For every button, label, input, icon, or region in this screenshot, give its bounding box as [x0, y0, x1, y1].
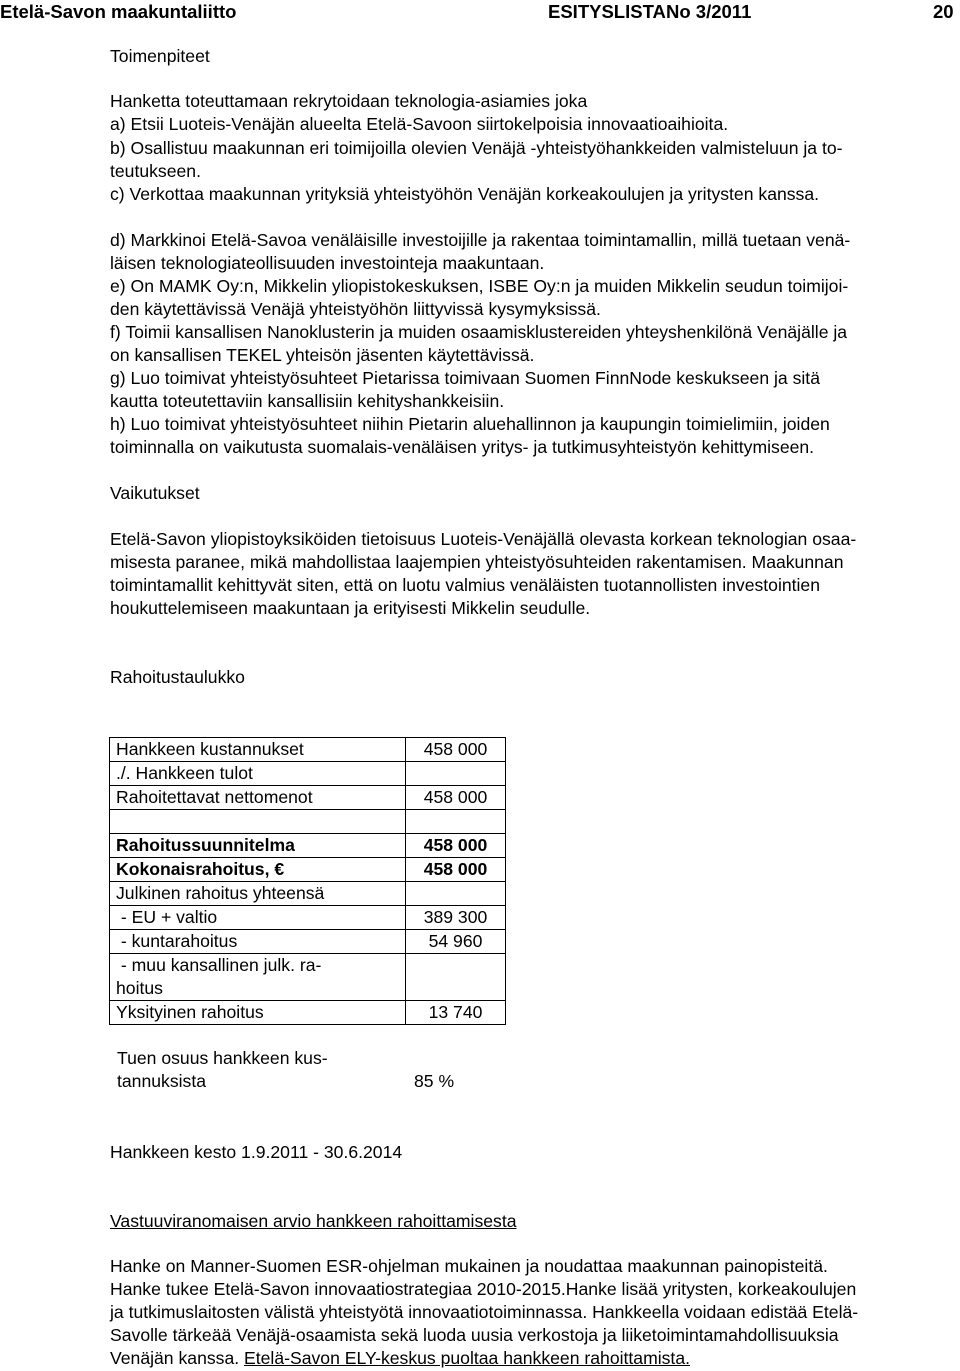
last-line-text: Venäjän kanssa.	[110, 1348, 245, 1368]
ely-recommendation: Etelä-Savon ELY-keskus puoltaa hankkeen rahoittamista.	[244, 1348, 690, 1368]
paragraph-line: a) Etsii Luoteis-Venäjän alueelta Etelä-Savoon siirtokelpoisia innovaatioaihioita.	[110, 114, 729, 134]
support-share-label-line2: tannuksista	[117, 1071, 206, 1091]
table-cell-label: Yksityinen rahoitus	[110, 1001, 406, 1025]
paragraph-line: Hanke on Manner-Suomen ESR-ohjelman mukainen ja noudattaa maakunnan painopisteitä.	[110, 1256, 828, 1276]
paragraph-line: teutukseen.	[110, 161, 201, 181]
table-cell-value: 458 000	[406, 834, 506, 858]
table-row	[110, 786, 506, 810]
paragraph-line: Savolle tärkeää Venäjä-osaamista sekä luoda uusia verkostoja ja liiketoimintamahdollisuuksia	[110, 1325, 839, 1345]
header-org: Etelä-Savon maakuntaliitto	[0, 1, 237, 22]
table-cell-label: Hankkeen kustannukset	[110, 738, 406, 762]
table-row	[110, 834, 506, 858]
table-row	[110, 738, 506, 762]
arvio-heading: Vastuuviranomaisen arvio hankkeen rahoittamisesta	[110, 1211, 517, 1231]
table-cell-label-line: - muu kansallinen julk. ra-	[116, 955, 322, 975]
paragraph-line: toiminnalla on vaikutusta suomalais-venäläisen yritys- ja tutkimusyhteistyön kehittymiseen.	[110, 437, 815, 457]
paragraph-line: e) On MAMK Oy:n, Mikkelin yliopistokeskuksen, ISBE Oy:n ja muiden Mikkelin seudun toimijoi-	[110, 276, 849, 296]
toimenpiteet-heading: Toimenpiteet	[110, 46, 210, 66]
paragraph-line: h) Luo toimivat yhteistyösuhteet niihin Pietarin aluehallinnon ja kaupungin toimielimiin, joiden	[110, 414, 830, 434]
table-row	[110, 906, 506, 930]
paragraph-line: Etelä-Savon yliopistoyksiköiden tietoisuus Luoteis-Venäjällä olevasta korkean teknologian osaa-	[110, 529, 857, 549]
support-share-value: 85 %	[414, 1071, 455, 1091]
table-cell-value: 458 000	[406, 738, 506, 762]
table-cell-label: ./. Hankkeen tulot	[110, 762, 406, 786]
table-cell-value: 458 000	[406, 858, 506, 882]
table-cell-value: 458 000	[406, 786, 506, 810]
table-cell-label: Rahoitussuunnitelma	[110, 834, 406, 858]
paragraph-line: ja tutkimuslaitosten välistä yhteistyötä innovaatiotoiminnassa. Hankkeella voidaan edistää Etelä-	[110, 1302, 859, 1322]
table-cell-label: - EU + valtio	[110, 906, 406, 930]
project-duration: Hankkeen kesto 1.9.2011 - 30.6.2014	[110, 1142, 403, 1162]
paragraph-line: houkuttelemiseen maakuntaan ja erityisesti Mikkelin seudulle.	[110, 598, 591, 618]
table-cell-label: - kuntarahoitus	[110, 930, 406, 954]
paragraph-line: kautta toteutettaviin kansallisiin kehityshankkeisiin.	[110, 391, 505, 411]
table-row	[110, 954, 506, 1001]
rahoitus-heading: Rahoitustaulukko	[110, 667, 245, 687]
paragraph-line: d) Markkinoi Etelä-Savoa venäläisille investoijille ja rakentaa toimintamallin, millä tuetaan venä-	[110, 230, 851, 250]
paragraph-line: Hanke tukee Etelä-Savon innovaatiostrategiaa 2010-2015.Hanke lisää yritysten, korkeakoulujen	[110, 1279, 857, 1299]
header-doc-title: ESITYSLISTA	[548, 1, 666, 22]
support-share-label-line1: Tuen osuus hankkeen kus-	[117, 1048, 328, 1068]
paragraph-line: c) Verkottaa maakunnan yrityksiä yhteistyöhön Venäjän korkeakoulujen ja yritysten kanssa.	[110, 184, 820, 204]
table-cell-label-line: hoitus	[116, 978, 163, 998]
table-row	[110, 810, 506, 834]
table-cell-label: Kokonaisrahoitus, €	[110, 858, 406, 882]
table-cell-value	[406, 882, 506, 906]
table-cell-label	[110, 954, 406, 1001]
table-row	[110, 930, 506, 954]
table-cell-value: 13 740	[406, 1001, 506, 1025]
paragraph-line: toimintamallit kehittyvät siten, että on luotu valmius venäläisten tuotannollisten investointien	[110, 575, 821, 595]
table-cell-label: Rahoitettavat nettomenot	[110, 786, 406, 810]
table-cell-value	[406, 810, 506, 834]
table-row	[110, 858, 506, 882]
funding-table	[109, 737, 506, 1025]
table-cell-label: Julkinen rahoitus yhteensä	[110, 882, 406, 906]
paragraph-line: den käytettävissä Venäjä yhteistyöhön liittyvissä kysymyksissä.	[110, 299, 601, 319]
paragraph-line: on kansallisen TEKEL yhteisön jäsenten käytettävissä.	[110, 345, 535, 365]
table-cell-value: 389 300	[406, 906, 506, 930]
table-cell-value	[406, 954, 506, 1001]
paragraph-line: f) Toimii kansallisen Nanoklusterin ja muiden osaamisklustereiden yhteyshenkilönä Venäjälle ja	[110, 322, 848, 342]
table-cell-value: 54 960	[406, 930, 506, 954]
paragraph-line: misesta paranee, mikä mahdollistaa laajempien yhteistyösuhteiden rakentamisen. Maakunnan	[110, 552, 844, 572]
paragraph-line: b) Osallistuu maakunnan eri toimijoilla olevien Venäjä -yhteistyöhankkeiden valmisteluun ja to-	[110, 138, 843, 158]
paragraph-line-last	[110, 1347, 690, 1370]
paragraph-line: g) Luo toimivat yhteistyösuhteet Pietarissa toimivaan Suomen FinnNode keskukseen ja sitä	[110, 368, 820, 388]
header-doc-number: No 3/2011	[666, 1, 752, 22]
table-row	[110, 882, 506, 906]
paragraph-line: Hanketta toteuttamaan rekrytoidaan teknologia-asiamies joka	[110, 91, 588, 111]
table-row	[110, 1001, 506, 1025]
header-page-number: 20	[933, 1, 954, 22]
table-cell-label	[110, 810, 406, 834]
vaikutukset-heading: Vaikutukset	[110, 483, 200, 503]
paragraph-line: läisen teknologiateollisuuden investointeja maakuntaan.	[110, 253, 545, 273]
table-row	[110, 762, 506, 786]
table-cell-value	[406, 762, 506, 786]
